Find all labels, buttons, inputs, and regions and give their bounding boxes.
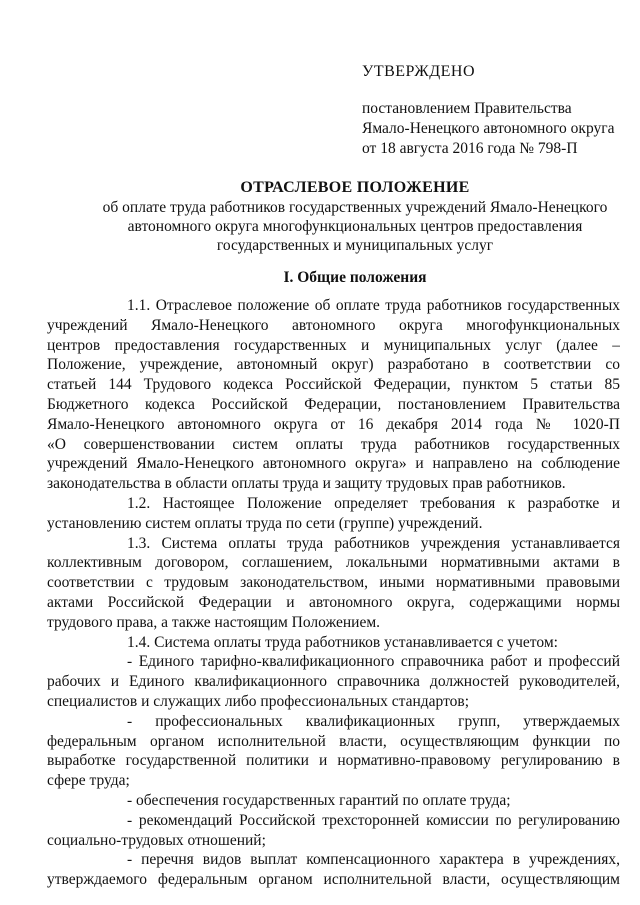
paragraph-line: «О совершенствовании систем оплаты труда работников государственных bbox=[47, 435, 620, 453]
document-subtitle-line: государственных и муниципальных услуг bbox=[216, 237, 494, 254]
document-body bbox=[47, 296, 620, 890]
paragraph-line: 1.4. Система оплаты труда работников устанавливается с учетом: bbox=[127, 633, 558, 651]
document-title: ОТРАСЛЕВОЕ ПОЛОЖЕНИЕ bbox=[240, 179, 470, 196]
paragraph-line: статьей 144 Трудового кодекса Российской Федерации, пунктом 5 статьи 85 bbox=[47, 376, 620, 394]
paragraph-line: учреждений Ямало-Ненецкого автономного округа» и направлено на соблюдение bbox=[47, 455, 620, 473]
paragraph-line: 1.1. Отраслевое положение об оплате труда работников государственных bbox=[127, 297, 620, 314]
list-item-line: выработке государственной политики и нормативно-правовому регулированию в bbox=[47, 752, 620, 770]
list-item-line: - профессиональных квалификационных групп, утверждаемых bbox=[127, 712, 620, 730]
list-item-line: социально-трудовых отношений; bbox=[47, 831, 266, 849]
list-item-line: - рекомендаций Российской трехсторонней комиссии по регулированию bbox=[127, 811, 620, 829]
paragraph-line: трудового права, а также настоящим Положением. bbox=[47, 613, 381, 631]
list-item-line: - обеспечения государственных гарантий по оплате труда; bbox=[127, 791, 511, 809]
approval-stamp bbox=[362, 62, 622, 159]
document-subtitle-line: об оплате труда работников государственных учреждений Ямало-Ненецкого bbox=[102, 199, 608, 216]
paragraph-line: установлению систем оплаты труда по сети (группе) учреждений. bbox=[47, 514, 483, 532]
approval-line: постановлением Правительства bbox=[362, 100, 572, 117]
paragraph-line: Бюджетного кодекса Российской Федерации, постановлением Правительства bbox=[47, 395, 620, 413]
section-heading: I. Общие положения bbox=[283, 269, 427, 286]
paragraph-line: соответствии с трудовым законодательством, иными нормативными правовыми bbox=[47, 574, 620, 592]
paragraph-line: коллективным договором, соглашением, локальными нормативными актами в bbox=[47, 554, 620, 572]
list-item-line: федеральным органом исполнительной власти, осуществляющим функции по bbox=[47, 732, 620, 750]
approved-label: УТВЕРЖДЕНО bbox=[362, 63, 476, 80]
approval-line: Ямало-Ненецкого автономного округа bbox=[362, 120, 615, 137]
paragraph-line: учреждений Ямало-Ненецкого автономного округа многофункциональных bbox=[47, 316, 620, 334]
document-subtitle-line: автономного округа многофункциональных центров предоставления bbox=[127, 218, 583, 235]
paragraph-line: Ямало-Ненецкого автономного округа от 16 декабря 2014 года № 1020-П bbox=[47, 415, 620, 433]
list-item-line: - перечня видов выплат компенсационного характера в учреждениях, bbox=[127, 851, 620, 869]
list-item-line: - Единого тарифно-квалификационного справочника работ и профессий bbox=[127, 653, 620, 671]
list-item-line: утверждаемого федеральным органом исполнительной власти, осуществляющим bbox=[47, 871, 620, 889]
paragraph-line: 1.3. Система оплаты труда работников учреждения устанавливается bbox=[127, 534, 620, 552]
list-item-line: сфере труда; bbox=[47, 772, 130, 790]
list-item-line: специалистов и служащих либо профессиональных стандартов; bbox=[47, 692, 470, 710]
paragraph-line: Положение, учреждение, автономный округ) разработано в соответствии со bbox=[47, 356, 620, 374]
approval-line: от 18 августа 2016 года № 798-П bbox=[362, 140, 578, 157]
document-title-block bbox=[60, 178, 640, 255]
paragraph-line: 1.2. Настоящее Положение определяет требования к разработке и bbox=[127, 494, 620, 512]
list-item-line: рабочих и Единого квалификационного справочника должностей руководителей, bbox=[47, 673, 620, 691]
paragraph-line: актами Российской Федерации и автономного округа, содержащими нормы bbox=[47, 593, 620, 611]
paragraph-line: центров предоставления государственных и муниципальных услуг (далее – bbox=[47, 336, 620, 354]
paragraph-line: законодательства в области оплаты труда и защиту трудовых прав работников. bbox=[47, 475, 566, 493]
